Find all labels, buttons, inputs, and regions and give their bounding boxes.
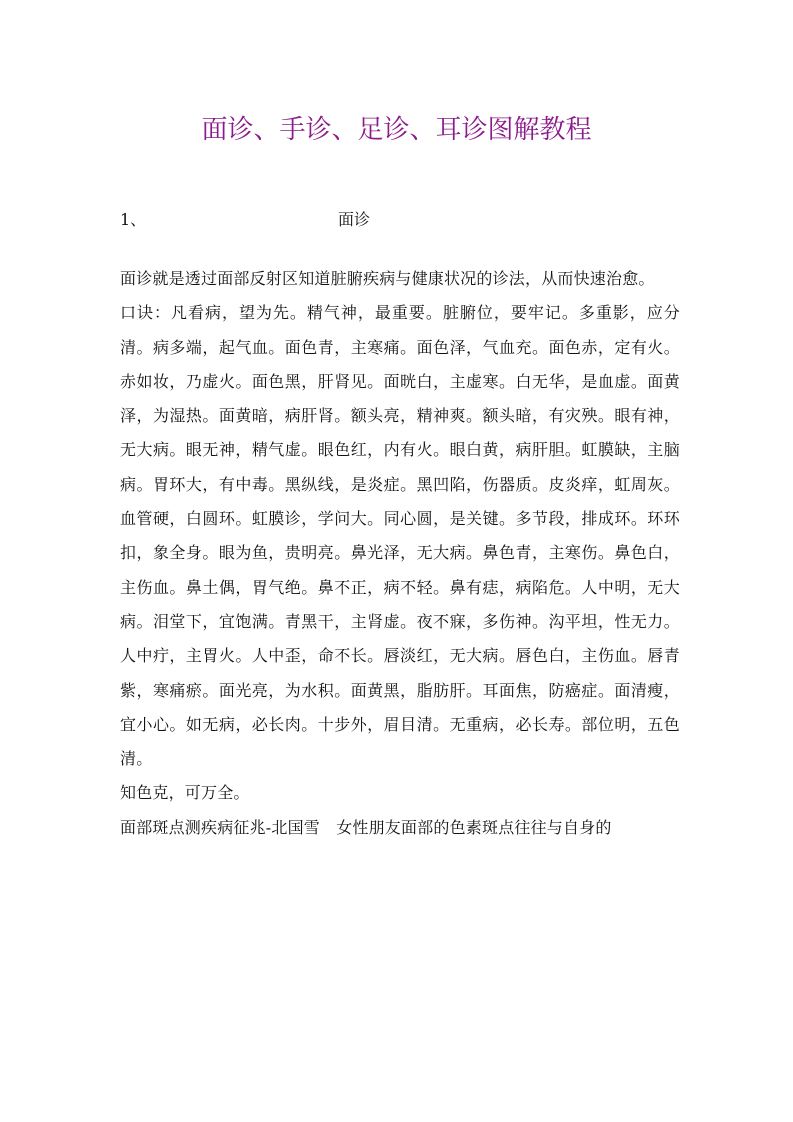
section-heading — [120, 206, 680, 234]
paragraph-spots: 面部斑点测疾病征兆-北国雪 女性朋友面部的色素斑点往往与自身的 — [120, 817, 612, 837]
paragraph-mnemonic-end: 知色克，可万全。 — [120, 783, 250, 803]
paragraph-mnemonic: 口诀：凡看病，望为先。精气神，最重要。脏腑位，要牢记。多重影，应分清。病多端，起气血。面色青，主寒痛。面色泽，气血充。面色赤，定有火。赤如妆，乃虚火。面色黑，肝肾见。面晄白，主虚寒。白无华，是血虚。面黄泽，为湿热。面黄暗，病肝肾。额头亮，精神爽。额头暗，有灾殃。眼有神，无大病。眼无神，精气虚。眼色红，内有火。眼白黄，病肝胆。虹膜缺，主脑病。胃环大，有中毒。黑纵线，是炎症。黑凹陷，伤器质。皮炎痒，虹周灰。血管硬，白圆环。虹膜诊，学问大。同心圆，是关键。多节段，排成环。环环扣，象全身。眼为鱼，贵明亮。鼻光泽，无大病。鼻色青，主寒伤。鼻色白，主伤血。鼻土偶，胃气绝。鼻不正，病不轻。鼻有痣，病陷危。人中明，无大病。泪堂下，宜饱满。青黑干，主肾虚。夜不寐，多伤神。沟平坦，性无力。人中疔，主胃火。人中歪，命不长。唇淡红，无大病。唇色白，主伤血。唇青紫，寒痛瘀。面光亮，为水积。面黄黑，脂肪肝。耳面焦，防癌症。面清瘦，宜小心。如无病，必长肉。十步外，眉目清。无重病，必长寿。部位明，五色清。 — [120, 303, 680, 769]
section-title: 面诊 — [338, 210, 371, 229]
document-body — [120, 262, 680, 845]
paragraph-intro: 面诊就是透过面部反射区知道脏腑疾病与健康状况的诊法，从而快速治愈。 — [120, 269, 655, 288]
document-title: 面诊、手诊、足诊、耳诊图解教程 — [201, 115, 592, 145]
section-number: 1、 — [120, 210, 147, 229]
